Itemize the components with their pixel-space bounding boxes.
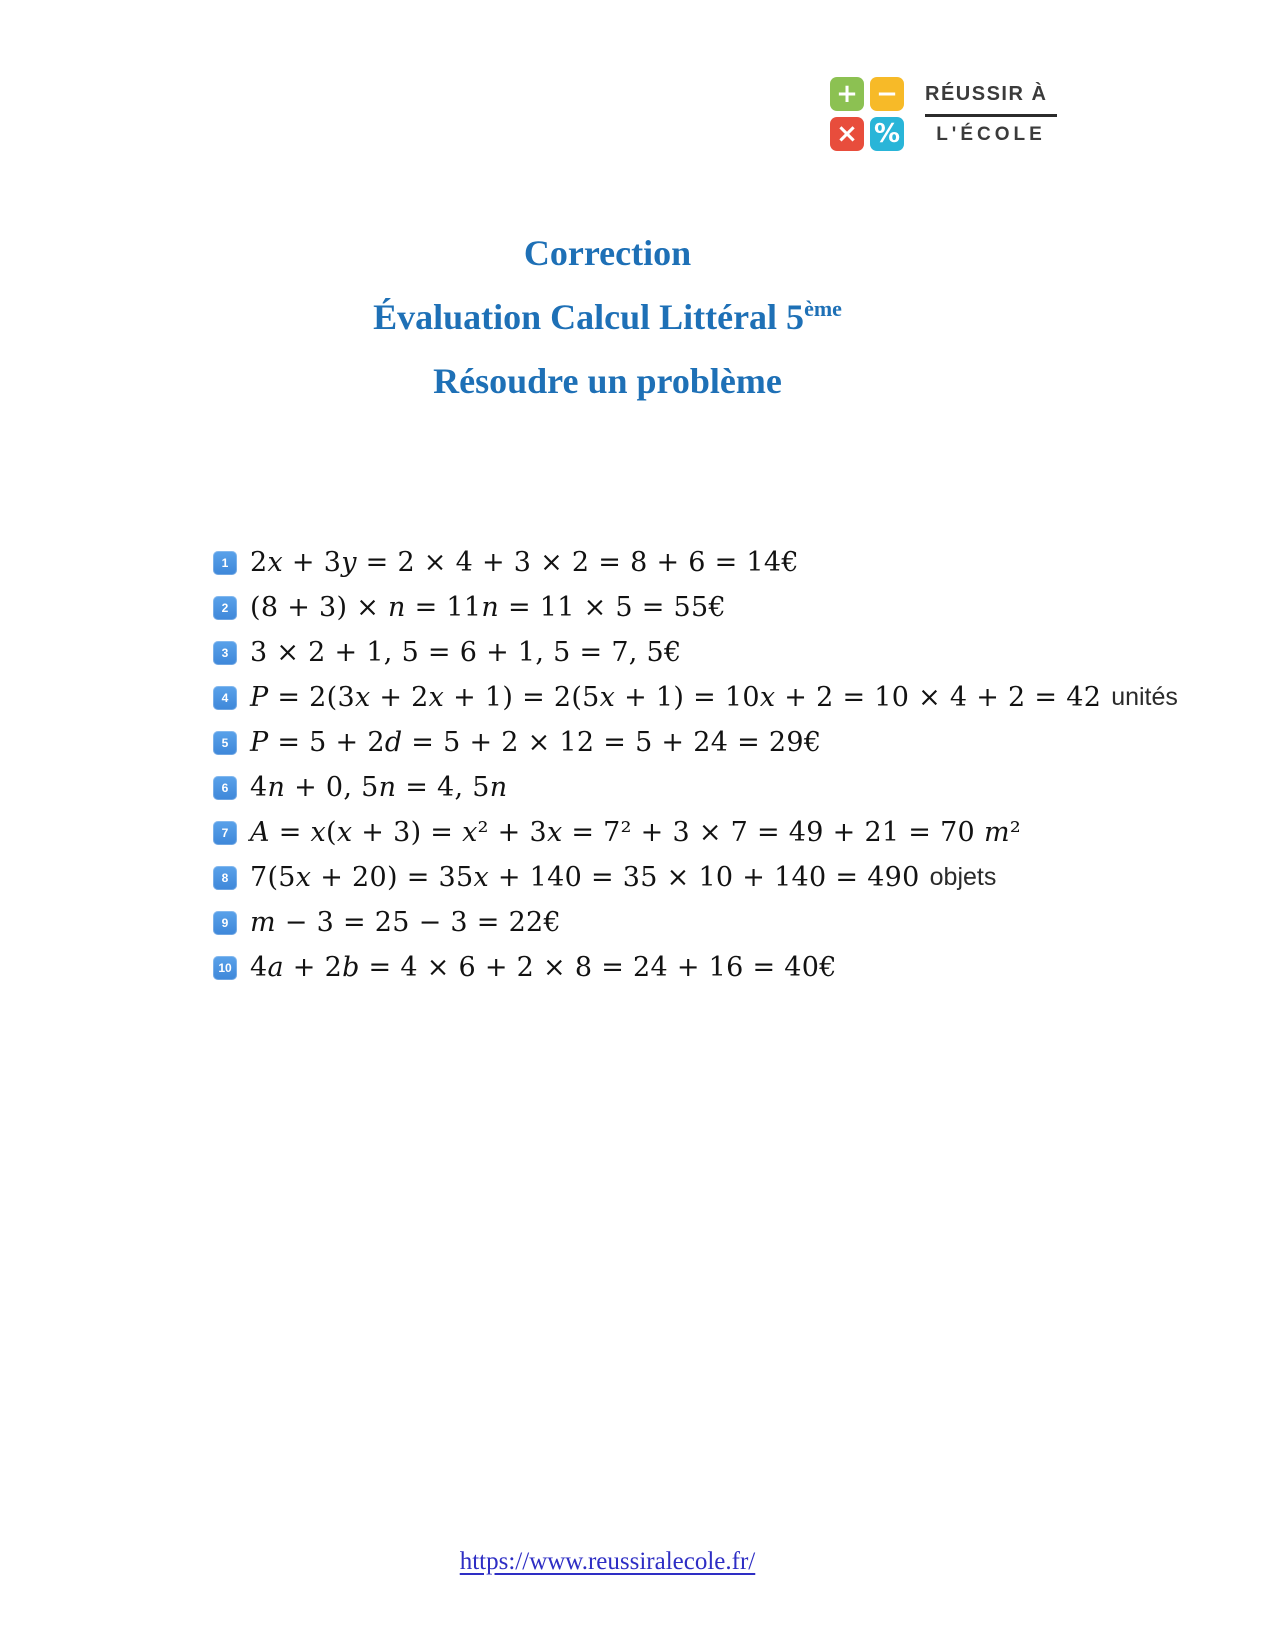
equation: m − 3 = 25 − 3 = 22€	[250, 907, 562, 938]
item-number-badge: 4	[213, 686, 237, 710]
item-number-badge: 3	[213, 641, 237, 665]
item-number-badge: 2	[213, 596, 237, 620]
heading-evaluation-text: Évaluation Calcul Littéral 5	[373, 297, 805, 337]
equation: 7(5x + 20) = 35x + 140 = 35 × 10 + 140 = 490	[250, 862, 920, 893]
answers-list	[213, 540, 1275, 990]
equation: A = x(x + 3) = x² + 3x = 7² + 3 × 7 = 49 + 21 = 70 m²	[250, 817, 1021, 848]
answer-row	[213, 810, 1275, 855]
answer-row	[213, 855, 1275, 900]
answer-row	[213, 540, 1275, 585]
logo-divider	[925, 114, 1057, 117]
logo-calculator-icon	[830, 77, 904, 151]
unit-label: unités	[1111, 683, 1178, 711]
item-number-badge: 9	[213, 911, 237, 935]
item-number-badge: 1	[213, 551, 237, 575]
heading-evaluation	[0, 294, 1215, 340]
title-block	[0, 0, 1215, 404]
item-number-badge: 6	[213, 776, 237, 800]
equation: 2x + 3y = 2 × 4 + 3 × 2 = 8 + 6 = 14€	[250, 547, 799, 578]
equation: 4a + 2b = 4 × 6 + 2 × 8 = 24 + 16 = 40€	[250, 952, 837, 983]
item-number-badge: 8	[213, 866, 237, 890]
equation: P = 5 + 2d = 5 + 2 × 12 = 5 + 24 = 29€	[250, 727, 822, 758]
minus-icon: −	[870, 77, 904, 111]
footer-link[interactable]: https://www.reussiralecole.fr/	[459, 1548, 756, 1575]
logo	[830, 77, 1057, 151]
logo-title-bottom: L'ÉCOLE	[936, 124, 1046, 145]
equation: P = 2(3x + 2x + 1) = 2(5x + 1) = 10x + 2 = 10 × 4 + 2 = 42	[250, 682, 1102, 713]
heading-correction: Correction	[523, 233, 692, 273]
answer-row	[213, 675, 1275, 720]
item-number-badge: 7	[213, 821, 237, 845]
footer	[0, 1548, 1215, 1576]
answer-row	[213, 630, 1275, 675]
equation: (8 + 3) × n = 11n = 11 × 5 = 55€	[250, 592, 726, 623]
logo-title-top: RÉUSSIR À	[925, 83, 1048, 105]
answer-row	[213, 720, 1275, 765]
multiply-icon: ×	[830, 117, 864, 151]
answer-row	[213, 945, 1275, 990]
item-number-badge: 10	[213, 956, 237, 980]
percent-icon: %	[870, 117, 904, 151]
answer-row	[213, 900, 1275, 945]
answer-row	[213, 585, 1275, 630]
plus-icon: +	[830, 77, 864, 111]
heading-resoudre: Résoudre un problème	[433, 361, 782, 401]
unit-label: objets	[929, 863, 997, 891]
heading-evaluation-superscript: ème	[804, 296, 842, 321]
answer-row	[213, 765, 1275, 810]
item-number-badge: 5	[213, 731, 237, 755]
equation: 4n + 0, 5n = 4, 5n	[250, 772, 508, 803]
logo-wordmark	[925, 77, 1057, 151]
equation: 3 × 2 + 1, 5 = 6 + 1, 5 = 7, 5€	[250, 637, 682, 668]
